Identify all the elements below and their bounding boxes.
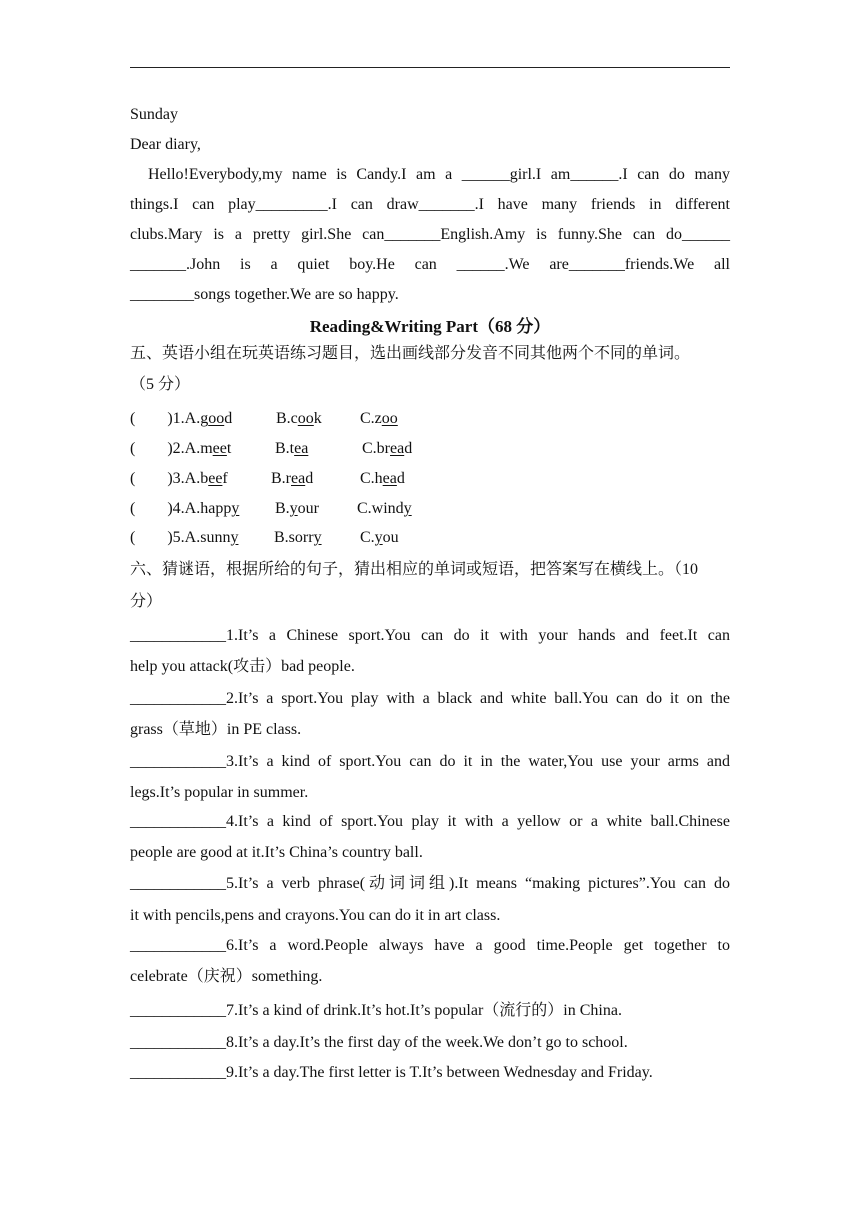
option-text: C.wind	[357, 500, 404, 517]
underlined-letters: y	[230, 529, 239, 546]
option-text: our	[297, 500, 319, 517]
underlined-letters: y	[403, 500, 412, 517]
riddle-line: ____________5.It’s a verb phrase(动词词组).It means “making pictures”.You can do	[130, 875, 730, 892]
option-b	[271, 469, 313, 489]
option-text: C.z	[360, 410, 382, 427]
option-c	[357, 499, 412, 519]
option-a	[200, 500, 239, 517]
underlined-letters: y	[374, 529, 383, 546]
question-row	[130, 469, 730, 489]
question-row	[130, 528, 730, 548]
question-row	[130, 499, 730, 519]
option-b	[275, 439, 308, 459]
section5-heading: 五、英语小组在玩英语练习题目，选出画线部分发音不同其他两个不同的单词。	[130, 345, 691, 362]
option-a	[200, 440, 231, 457]
option-text: d	[224, 410, 233, 427]
riddle-line: people are good at it.It’s China’s country ball.	[130, 844, 423, 861]
underlined-letters: ea	[390, 440, 405, 457]
riddle-line: ____________4.It’s a kind of sport.You play it with a yellow or a white ball.Chinese	[130, 813, 730, 830]
riddle-line: ____________1.It’s a Chinese sport.You can do it with your hands and feet.It can	[130, 627, 730, 644]
riddle-line: it with pencils,pens and crayons.You can do it in art class.	[130, 907, 501, 924]
underlined-letters: ea	[291, 470, 306, 487]
question-number: ( )5.A.	[130, 529, 201, 546]
option-c	[362, 439, 412, 459]
underlined-letters: y	[313, 529, 322, 546]
option-a	[200, 410, 232, 427]
question-number: ( )2.A.	[130, 440, 201, 457]
option-text: ou	[382, 529, 399, 546]
riddle-line: ____________9.It’s a day.The first letter is T.It’s between Wednesday and Friday.	[130, 1064, 653, 1081]
question-row	[130, 439, 730, 459]
option-a	[200, 470, 228, 487]
underlined-letters: ee	[212, 440, 227, 457]
option-text: f	[222, 470, 228, 487]
diary-line: _______.John is a quiet boy.He can ______.We are_______friends.We all	[130, 256, 730, 273]
underlined-letters: ea	[382, 470, 397, 487]
riddle-line: ____________7.It’s a kind of drink.It’s hot.It’s popular（流行的）in China.	[130, 1002, 622, 1019]
riddle-line: ____________6.It’s a word.People always have a good time.People get together to	[130, 937, 730, 954]
underlined-letters: ee	[208, 470, 223, 487]
header-rule	[130, 67, 730, 68]
diary-line: clubs.Mary is a pretty girl.She can_______English.Amy is funny.She can do______	[130, 226, 730, 243]
underlined-letters: oo	[208, 410, 225, 427]
option-text: B.t	[275, 440, 295, 457]
option-text: B.r	[271, 470, 291, 487]
diary-line: things.I can play_________.I can draw_______.I have many friends in different	[130, 196, 730, 213]
diary-line: ________songs together.We are so happy.	[130, 286, 399, 303]
option-b	[275, 499, 319, 519]
question-row	[130, 409, 730, 429]
diary-day: Sunday	[130, 106, 178, 123]
option-b	[276, 409, 322, 429]
question-number: ( )4.A.	[130, 500, 201, 517]
diary-line: Hello!Everybody,my name is Candy.I am a ______girl.I am______.I can do many	[148, 166, 730, 183]
option-text: C.	[360, 529, 375, 546]
option-text: happ	[200, 500, 232, 517]
option-c	[360, 469, 405, 489]
riddle-line: ____________3.It’s a kind of sport.You can do it in the water,You use your arms and	[130, 753, 730, 770]
underlined-letters: ea	[294, 440, 309, 457]
option-a	[200, 529, 238, 546]
underlined-letters: y	[231, 500, 240, 517]
option-text: b	[200, 470, 209, 487]
option-text: C.br	[362, 440, 390, 457]
riddle-line: grass（草地）in PE class.	[130, 721, 302, 738]
section6-heading: 六、猜谜语，根据所给的句子，猜出相应的单词或短语，把答案写在横线上。（10	[130, 561, 699, 578]
option-text: t	[226, 440, 232, 457]
option-text: k	[313, 410, 322, 427]
option-text: d	[305, 470, 314, 487]
underlined-letters: y	[289, 500, 298, 517]
diary-greeting: Dear diary,	[130, 136, 201, 153]
section5-score: （5 分）	[130, 376, 191, 393]
option-text: sunn	[200, 529, 231, 546]
underlined-letters: oo	[381, 410, 398, 427]
option-text: B.	[275, 500, 290, 517]
underlined-letters: oo	[297, 410, 314, 427]
option-text: B.sorr	[274, 529, 314, 546]
option-text: B.c	[276, 410, 298, 427]
riddle-line: legs.It’s popular in summer.	[130, 784, 309, 801]
option-c	[360, 528, 399, 548]
riddle-line: ____________8.It’s a day.It’s the first day of the week.We don’t go to school.	[130, 1034, 628, 1051]
riddle-line: celebrate（庆祝）something.	[130, 968, 323, 985]
option-text: d	[396, 470, 405, 487]
option-text: C.h	[360, 470, 383, 487]
question-number: ( )1.A.	[130, 410, 201, 427]
riddle-line: ____________2.It’s a sport.You play with a black and white ball.You can do it on the	[130, 690, 730, 707]
option-text: d	[404, 440, 413, 457]
part-title: Reading&Writing Part（68 分）	[309, 317, 551, 336]
option-text: g	[200, 410, 209, 427]
section6-score: 分）	[130, 593, 163, 610]
option-c	[360, 409, 398, 429]
question-number: ( )3.A.	[130, 470, 201, 487]
riddle-line: help you attack(攻击）bad people.	[130, 658, 355, 675]
option-b	[274, 528, 322, 548]
option-text: m	[200, 440, 213, 457]
